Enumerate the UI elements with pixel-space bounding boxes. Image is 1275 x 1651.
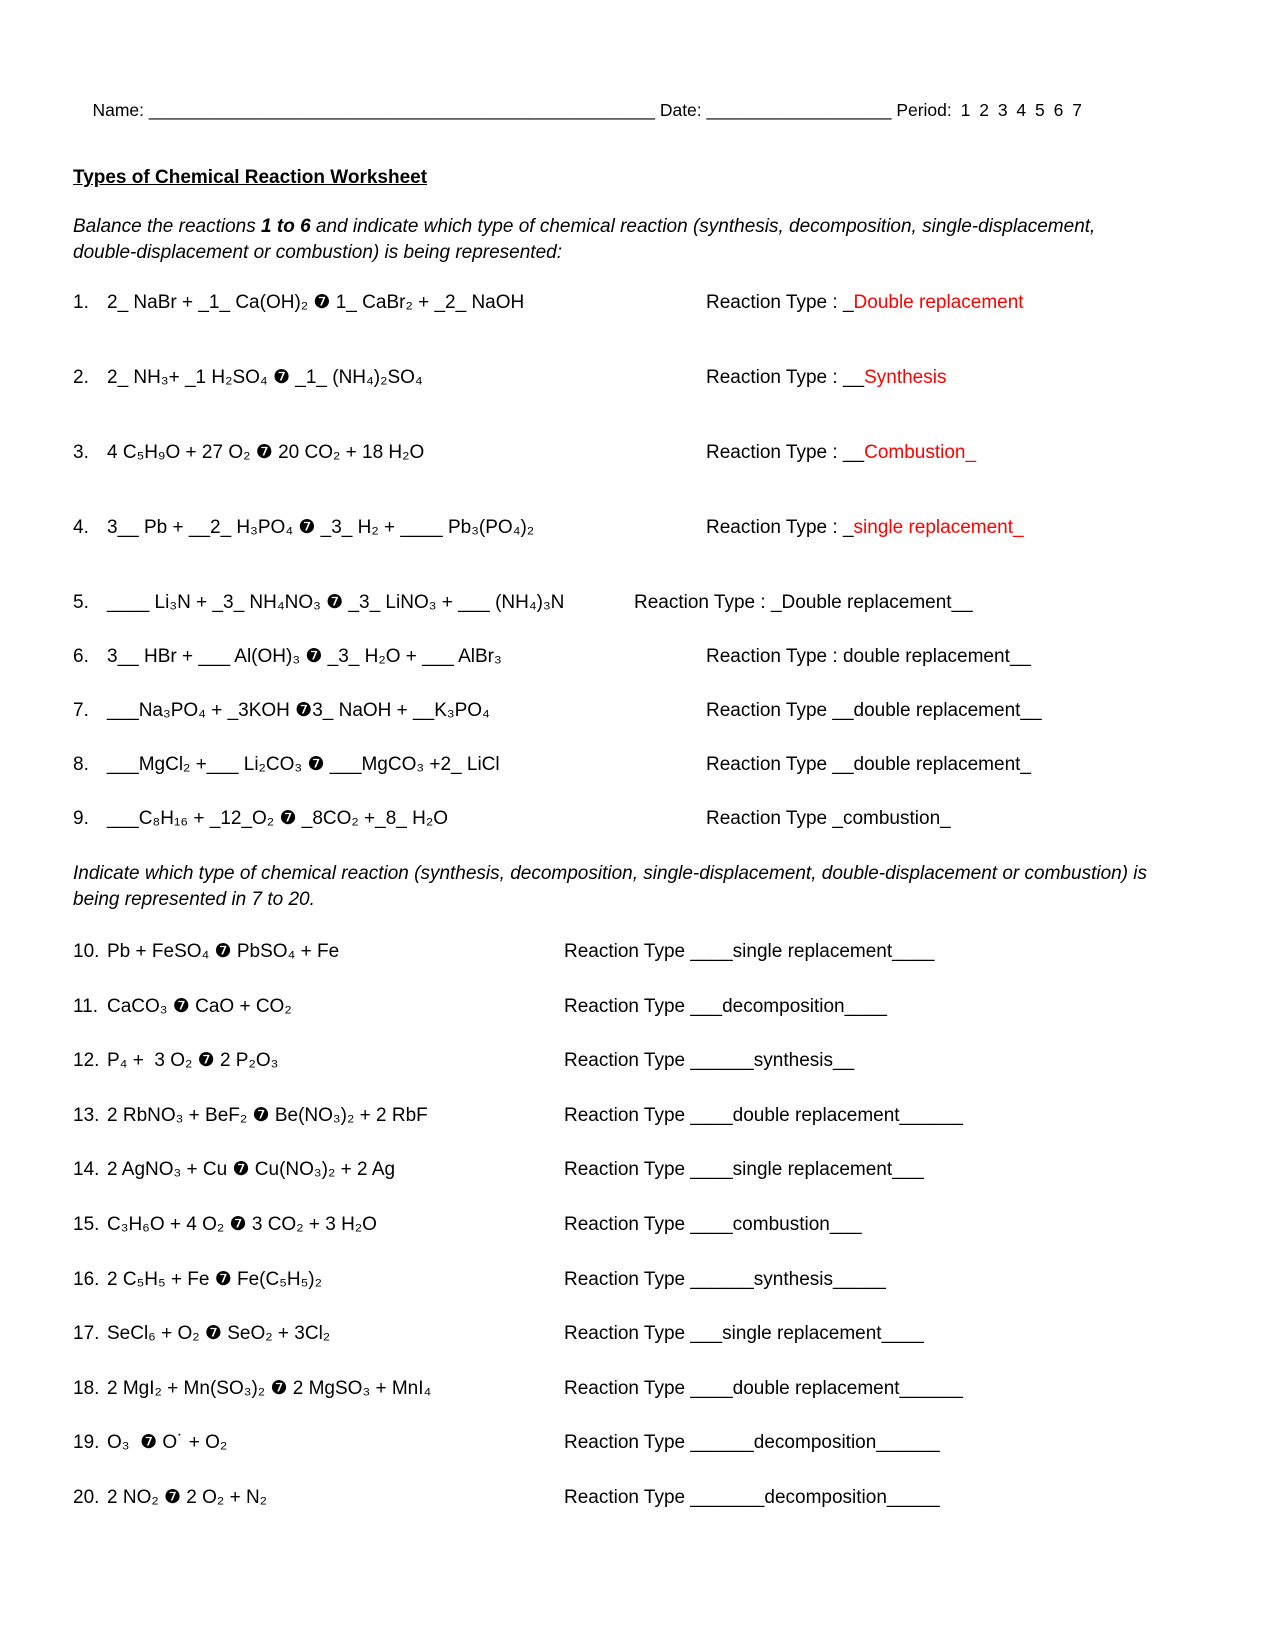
reaction-number: 10.: [73, 941, 100, 962]
reaction-row: [73, 1158, 1217, 1213]
reaction-row: [73, 995, 1217, 1050]
reaction-row: [73, 1049, 1217, 1104]
reaction-type-label: Reaction Type ____: [564, 941, 733, 962]
balance-reactions-list: [73, 291, 1217, 861]
reaction-type-answer: Synthesis: [864, 367, 947, 388]
reaction-type-answer: double replacement______: [732, 1377, 963, 1399]
period-label: Period:: [896, 100, 952, 120]
reaction-type-field: [564, 941, 1217, 963]
reaction-number: 14.: [73, 1159, 100, 1181]
reaction-equation: 2 MgI₂ + Mn(SO₃)₂ ❼ 2 MgSO₃ + MnI₄: [107, 1377, 432, 1399]
reaction-type-field: [706, 292, 1217, 314]
reaction-type-label: Reaction Type : _: [706, 517, 854, 538]
reaction-type-answer: Double replacement__: [781, 592, 973, 613]
reaction-number: 15.: [73, 1213, 100, 1235]
reaction-number: 6.: [73, 646, 89, 667]
reaction-type-label: Reaction Type : __: [706, 442, 865, 463]
reaction-equation: 2 NO₂ ❼ 2 O₂ + N₂: [107, 1486, 268, 1508]
reaction-row: [73, 699, 1217, 753]
reaction-type-label: Reaction Type : _: [634, 592, 782, 613]
reaction-type-label: Reaction Type ______: [564, 1050, 754, 1072]
period-options: 1 2 3 4 5 6 7: [951, 100, 1082, 120]
reaction-type-field: [564, 1214, 1217, 1236]
reaction-number: 18.: [73, 1377, 100, 1399]
reaction-type-label: Reaction Type : _: [706, 292, 854, 313]
reaction-type-field: [706, 442, 1217, 464]
reaction-number: 16.: [73, 1268, 100, 1290]
reaction-number: 5.: [73, 592, 89, 613]
reaction-type-answer: Combustion_: [864, 442, 977, 463]
reaction-equation: Pb + FeSO₄ ❼ PbSO₄ + Fe: [107, 941, 340, 962]
reaction-equation: 2 AgNO₃ + Cu ❼ Cu(NO₃)₂ + 2 Ag: [107, 1159, 396, 1181]
reaction-type-answer: double replacement______: [732, 1104, 963, 1126]
reaction-type-label: Reaction Type :: [706, 646, 843, 667]
reaction-type-field: [706, 646, 1217, 668]
reaction-row: [73, 940, 1217, 995]
reaction-type-label: Reaction Type ____: [564, 1213, 733, 1235]
reaction-type-answer: single replacement___: [732, 1159, 924, 1181]
reaction-type-answer: decomposition____: [722, 995, 887, 1017]
reaction-type-label: Reaction Type _: [706, 808, 843, 829]
reaction-equation: SeCl₆ + O₂ ❼ SeO₂ + 3Cl₂: [107, 1323, 331, 1345]
reaction-row: [73, 1213, 1217, 1268]
reaction-row: [73, 1486, 1217, 1541]
reaction-row: [73, 1268, 1217, 1323]
reaction-type-answer: single replacement____: [732, 941, 935, 962]
instructions-balance-range: 1 to 6: [261, 216, 311, 237]
reaction-type-field: [564, 1050, 1217, 1072]
reaction-type-answer: double replacement__: [853, 700, 1042, 721]
reaction-number: 13.: [73, 1104, 100, 1126]
reaction-type-answer: single replacement_: [853, 517, 1024, 538]
reaction-equation: ___C₈H₁₆ + _12_O₂ ❼ _8CO₂ +_8_ H₂O: [107, 808, 448, 829]
reaction-equation: 2_ NH₃+ _1 H₂SO₄ ❼ _1_ (NH₄)₂SO₄: [107, 367, 423, 388]
reaction-equation: C₃H₆O + 4 O₂ ❼ 3 CO₂ + 3 H₂O: [107, 1213, 377, 1235]
reaction-type-field: [564, 1105, 1217, 1127]
reaction-type-answer: double replacement__: [842, 646, 1031, 667]
reaction-row: [73, 807, 1217, 861]
reaction-number: 20.: [73, 1486, 100, 1508]
reaction-equation: ___Na₃PO₄ + _3KOH ❼3_ NaOH + __K₃PO₄: [107, 700, 490, 721]
reaction-number: 8.: [73, 754, 89, 775]
reaction-row: [73, 1377, 1217, 1432]
reaction-type-label: Reaction Type ___: [564, 995, 723, 1017]
page-title: Types of Chemical Reaction Worksheet: [73, 167, 428, 188]
reaction-type-label: Reaction Type ____: [564, 1104, 733, 1126]
reaction-type-field: [564, 996, 1217, 1018]
reaction-type-answer: single replacement____: [722, 1323, 924, 1345]
reaction-type-label: Reaction Type ______: [564, 1432, 754, 1454]
reaction-number: 17.: [73, 1323, 100, 1345]
reaction-type-answer: double replacement_: [853, 754, 1031, 775]
reaction-type-field: [706, 808, 1217, 830]
reaction-type-answer: decomposition_____: [764, 1486, 940, 1508]
reaction-equation: 3__ HBr + ___ Al(OH)₃ ❼ _3_ H₂O + ___ AlBr₃: [107, 646, 502, 667]
reaction-equation: 2_ NaBr + _1_ Ca(OH)₂ ❼ 1_ CaBr₂ + _2_ NaOH: [107, 292, 525, 313]
date-label: Date:: [659, 100, 702, 120]
instructions-identify: Indicate which type of chemical reaction (synthesis, decomposition, single-displacement, double-displacement or combustion) is being represented in 7 to 20.: [73, 863, 1148, 910]
reaction-row: [73, 1104, 1217, 1159]
reaction-number: 3.: [73, 442, 89, 463]
reaction-type-field: [564, 1378, 1217, 1400]
reaction-row: [73, 1431, 1217, 1486]
name-blank-line: ____________________________________________________: [144, 100, 660, 120]
reaction-number: 12.: [73, 1050, 100, 1072]
reaction-number: 2.: [73, 367, 89, 388]
reaction-equation: 2 RbNO₃ + BeF₂ ❼ Be(NO₃)₂ + 2 RbF: [107, 1104, 428, 1126]
reaction-equation: 4 C₅H₉O + 27 O₂ ❼ 20 CO₂ + 18 H₂O: [107, 442, 425, 463]
reaction-number: 4.: [73, 517, 89, 538]
reaction-number: 7.: [73, 700, 89, 721]
reaction-type-label: Reaction Type : __: [706, 367, 865, 388]
reaction-equation: CaCO₃ ❼ CaO + CO₂: [107, 995, 292, 1017]
reaction-type-answer: synthesis__: [753, 1050, 855, 1072]
reaction-type-field: [564, 1159, 1217, 1181]
reaction-number: 1.: [73, 292, 89, 313]
reaction-row: [73, 291, 1217, 366]
reaction-type-field: [706, 517, 1217, 539]
reaction-type-field: [564, 1432, 1217, 1454]
instructions-balance-pre: Balance the reactions: [73, 216, 262, 237]
reaction-type-label: Reaction Type ______: [564, 1268, 754, 1290]
reaction-row: [73, 516, 1217, 591]
reaction-type-answer: decomposition______: [753, 1432, 940, 1454]
reaction-type-field: [564, 1269, 1217, 1291]
reaction-type-answer: synthesis_____: [753, 1268, 886, 1290]
reaction-equation: ___MgCl₂ +___ Li₂CO₃ ❼ ___MgCO₃ +2_ LiCl: [107, 754, 500, 775]
reaction-number: 11.: [73, 995, 99, 1017]
reaction-type-field: [706, 367, 1217, 389]
identify-reactions-list: [73, 940, 1217, 1541]
reaction-type-label: Reaction Type __: [706, 700, 854, 721]
reaction-type-label: Reaction Type _______: [564, 1486, 765, 1508]
name-label: Name:: [92, 100, 144, 120]
reaction-type-label: Reaction Type ____: [564, 1377, 733, 1399]
instructions-balance: [73, 214, 1158, 266]
reaction-type-field: [634, 592, 1217, 614]
reaction-type-field: [706, 754, 1217, 776]
reaction-row: [73, 591, 1217, 645]
reaction-equation: 3__ Pb + __2_ H₃PO₄ ❼ _3_ H₂ + ____ Pb₃(PO₄)₂: [107, 517, 535, 538]
reaction-type-label: Reaction Type __: [706, 754, 854, 775]
reaction-row: [73, 645, 1217, 699]
reaction-type-answer: Double replacement: [853, 292, 1024, 313]
reaction-type-field: [564, 1487, 1217, 1509]
reaction-type-field: [564, 1323, 1217, 1345]
reaction-number: 19.: [73, 1432, 100, 1454]
reaction-equation: 2 C₅H₅ + Fe ❼ Fe(C₅H₅)₂: [107, 1268, 322, 1290]
reaction-type-answer: combustion_: [842, 808, 951, 829]
reaction-type-label: Reaction Type ___: [564, 1323, 723, 1345]
reaction-row: [73, 753, 1217, 807]
reaction-equation: O₃ ❼ O˙ + O₂: [107, 1432, 228, 1454]
date-blank-line: ___________________: [701, 100, 897, 120]
reaction-row: [73, 366, 1217, 441]
instructions-balance-post: and indicate which type of chemical reaction (synthesis, decomposition, single-displacement, double-displacement or combustion) is being represented:: [73, 216, 1096, 263]
reaction-type-label: Reaction Type ____: [564, 1159, 733, 1181]
header-line: [73, 74, 1217, 146]
reaction-row: [73, 1322, 1217, 1377]
reaction-number: 9.: [73, 808, 89, 829]
reaction-equation: P₄ + 3 O₂ ❼ 2 P₂O₃: [107, 1050, 279, 1072]
reaction-equation: ____ Li₃N + _3_ NH₄NO₃ ❼ _3_ LiNO₃ + ___ (NH₄)₃N: [107, 592, 565, 613]
reaction-row: [73, 441, 1217, 516]
reaction-type-field: [706, 700, 1217, 722]
reaction-type-answer: combustion___: [732, 1213, 862, 1235]
